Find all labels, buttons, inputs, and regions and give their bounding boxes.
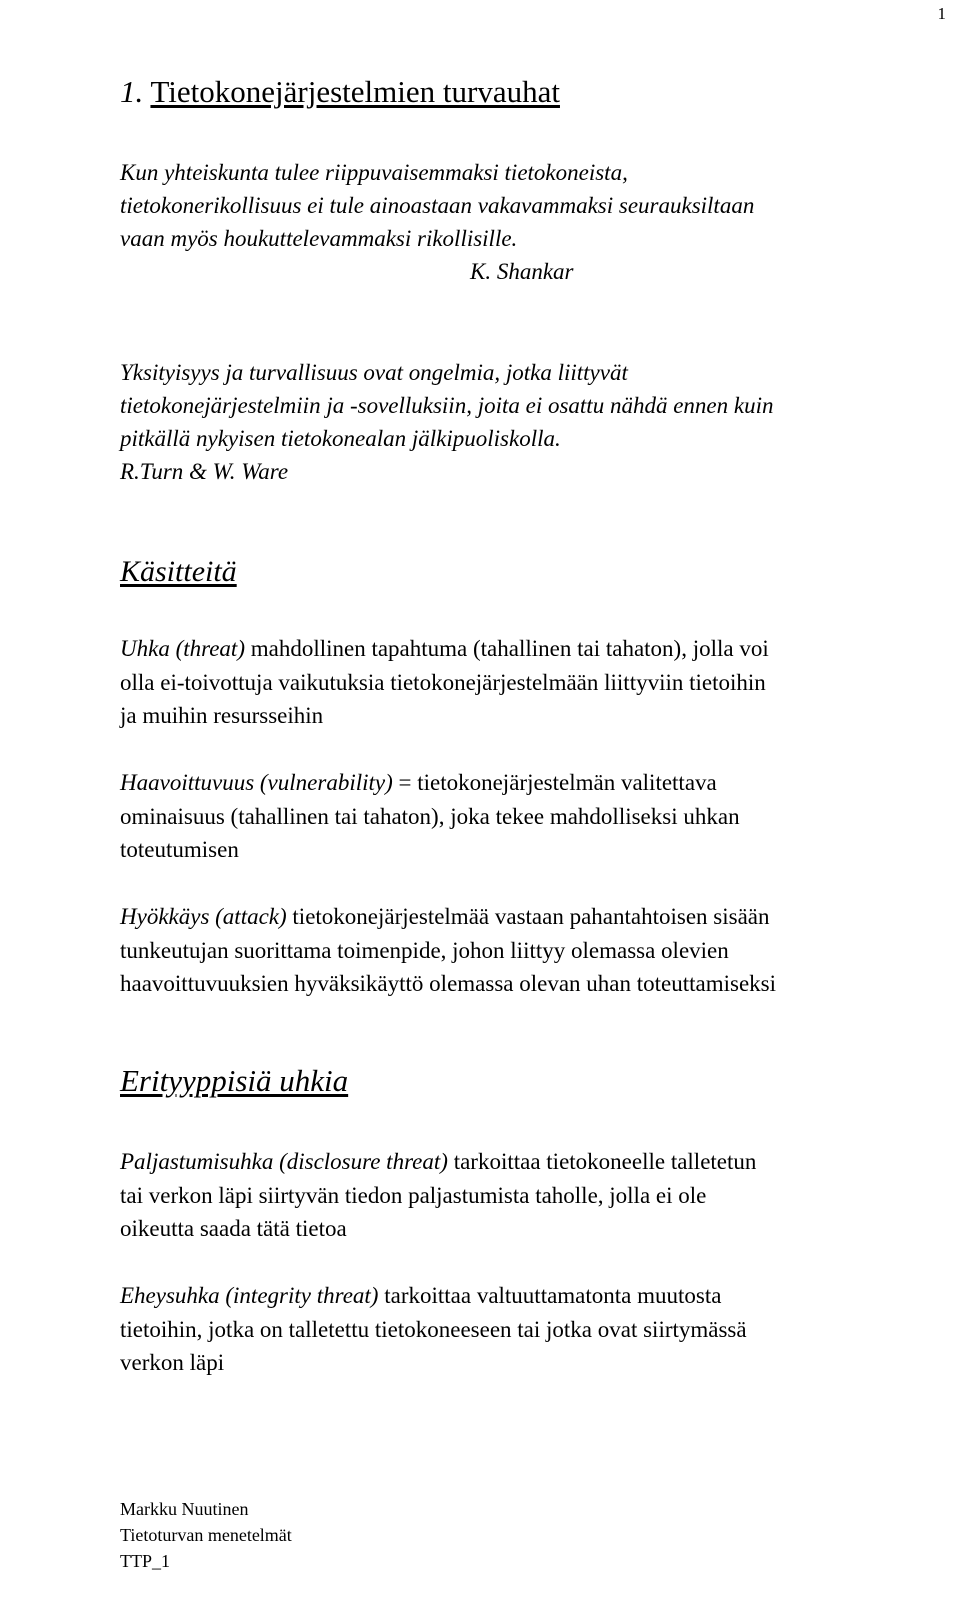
definition-vulnerability	[120, 766, 740, 867]
definition-text: tarkoittaa tietokoneelle talletetun	[447, 1149, 757, 1174]
definition-line: olla ei-toivottuja vaikutuksia tietokonejärjestelmään liittyviin tietoihin	[120, 669, 766, 695]
definition-text: = tietokonejärjestelmän valitettava	[392, 770, 717, 795]
definition-line: oikeutta saada tätä tietoa	[120, 1216, 347, 1241]
definition-disclosure-threat	[120, 1145, 756, 1246]
definition-line: ominaisuus (tahallinen tai tahaton), joka tekee mahdolliseksi uhkan	[120, 803, 740, 829]
quote-shankar	[120, 156, 754, 288]
title-text: Tietokonejärjestelmien turvauhat	[150, 74, 560, 109]
definition-line	[120, 1279, 747, 1313]
quote-author: R.Turn & W. Ware	[120, 459, 289, 484]
quote-author: K. Shankar	[470, 259, 574, 284]
definition-line: tunkeutujan suorittama toimenpide, johon liittyy olemassa olevien	[120, 937, 729, 963]
definition-text: mahdollinen tapahtuma (tahallinen tai tahaton), jolla voi	[244, 636, 769, 661]
footer-course: Tietoturvan menetelmät	[120, 1525, 292, 1545]
quote-line: Yksityisyys ja turvallisuus ovat ongelmia, jotka liittyvät	[120, 360, 628, 385]
quote-turn-ware	[120, 356, 773, 488]
quote-line: tietokonejärjestelmiin ja -sovelluksiin, joita ei osattu nähdä ennen kuin	[120, 393, 774, 418]
page-number: 1	[937, 4, 946, 23]
definition-line: haavoittuvuuksien hyväksikäyttö olemassa olevan uhan toteuttamiseksi	[120, 971, 777, 996]
definition-term: Eheysuhka (integrity threat)	[120, 1283, 379, 1308]
section-heading-concepts: Käsitteitä	[120, 555, 237, 588]
definition-line: tietoihin, jotka on talletettu tietokoneeseen tai jotka ovat siirtymässä	[120, 1316, 747, 1342]
definition-line: toteutumisen	[120, 837, 239, 862]
definition-line: tai verkon läpi siirtyvän tiedon paljastumista taholle, jolla ei ole	[120, 1182, 707, 1208]
definition-term: Hyökkäys (attack)	[120, 904, 287, 929]
quote-line: Kun yhteiskunta tulee riippuvaisemmaksi tietokoneista,	[120, 160, 628, 185]
definition-threat	[120, 632, 769, 733]
definition-line: ja muihin resursseihin	[120, 703, 324, 728]
definition-line	[120, 900, 776, 934]
definition-integrity-threat	[120, 1279, 747, 1380]
quote-line: tietokonerikollisuus ei tule ainoastaan vakavammaksi seurauksiltaan	[120, 193, 755, 218]
definition-text: tarkoittaa valtuuttamatonta muutosta	[378, 1283, 722, 1308]
footer-code: TTP_1	[120, 1551, 171, 1571]
section-heading-threat-types: Erityyppisiä uhkia	[120, 1063, 349, 1098]
page-title	[120, 72, 560, 112]
footer-author: Markku Nuutinen	[120, 1499, 249, 1519]
definition-text: tietokonejärjestelmää vastaan pahantahtoisen sisään	[286, 904, 770, 929]
title-number: 1.	[120, 74, 144, 109]
definition-attack	[120, 900, 776, 1001]
definition-line	[120, 632, 769, 666]
definition-line	[120, 766, 740, 800]
definition-term: Uhka (threat)	[120, 636, 245, 661]
definition-line: verkon läpi	[120, 1350, 225, 1375]
definition-line	[120, 1145, 756, 1179]
quote-line: vaan myös houkuttelevammaksi rikollisille.	[120, 226, 518, 251]
quote-line: pitkällä nykyisen tietokonealan jälkipuoliskolla.	[120, 426, 561, 451]
definition-term: Haavoittuvuus (vulnerability)	[120, 770, 393, 795]
definition-term: Paljastumisuhka (disclosure threat)	[120, 1149, 448, 1174]
page-footer	[120, 1496, 292, 1574]
